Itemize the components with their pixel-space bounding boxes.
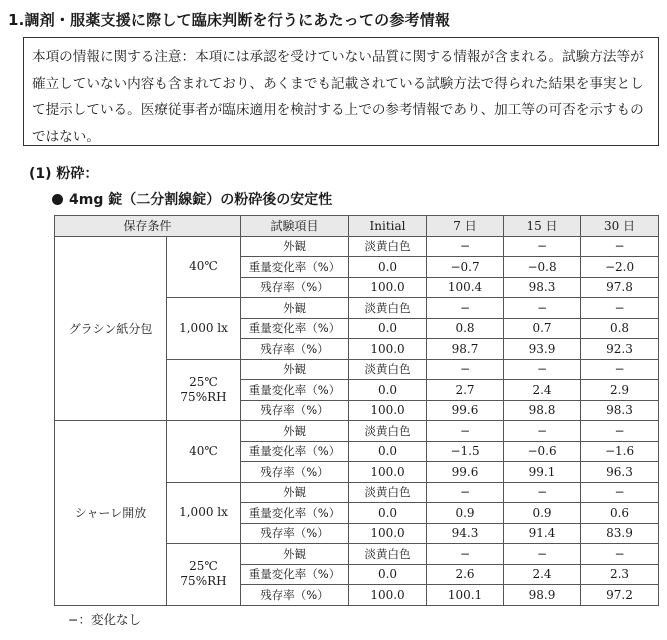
table-row bbox=[55, 236, 659, 257]
value-cell: 100.0 bbox=[349, 523, 427, 544]
value-cell: 0.0 bbox=[349, 564, 427, 585]
value-cell: 98.8 bbox=[504, 400, 581, 421]
header-day7: 7 日 bbox=[427, 216, 504, 237]
value-cell: 淡黄白色 bbox=[349, 359, 427, 380]
test-item-cell: 残存率（%） bbox=[241, 277, 349, 298]
value-cell: 0.0 bbox=[349, 441, 427, 462]
test-item-cell: 重量変化率（%） bbox=[241, 564, 349, 585]
value-cell: 98.9 bbox=[504, 585, 581, 606]
test-item-cell: 外観 bbox=[241, 544, 349, 565]
value-cell: −1.6 bbox=[581, 441, 659, 462]
value-cell: − bbox=[504, 482, 581, 503]
value-cell: 淡黄白色 bbox=[349, 298, 427, 319]
storage-condition-cell: 1,000 lx bbox=[167, 482, 241, 544]
storage-group-cell: シャーレ開放 bbox=[55, 421, 167, 606]
value-cell: 96.3 bbox=[581, 462, 659, 483]
value-cell: 0.7 bbox=[504, 318, 581, 339]
value-cell: 83.9 bbox=[581, 523, 659, 544]
test-item-cell: 重量変化率（%） bbox=[241, 318, 349, 339]
value-cell: 淡黄白色 bbox=[349, 544, 427, 565]
storage-condition-cell: 25℃ 75%RH bbox=[167, 359, 241, 421]
subsection-label: 4mg 錠（二分割線錠）の粉砕後の安定性 bbox=[69, 192, 333, 208]
value-cell: − bbox=[427, 482, 504, 503]
section-title: (1) 粉砕： bbox=[29, 166, 99, 182]
value-cell: 0.8 bbox=[581, 318, 659, 339]
value-cell: − bbox=[427, 236, 504, 257]
value-cell: 100.0 bbox=[349, 462, 427, 483]
test-item-cell: 重量変化率（%） bbox=[241, 257, 349, 278]
value-cell: 0.0 bbox=[349, 380, 427, 401]
header-day15: 15 日 bbox=[504, 216, 581, 237]
value-cell: − bbox=[581, 298, 659, 319]
storage-condition-cell: 40℃ bbox=[167, 236, 241, 298]
test-item-cell: 残存率（%） bbox=[241, 585, 349, 606]
value-cell: −0.6 bbox=[504, 441, 581, 462]
value-cell: 97.2 bbox=[581, 585, 659, 606]
stability-table bbox=[54, 215, 659, 606]
storage-group-cell: グラシン紙分包 bbox=[55, 236, 167, 421]
header-item: 試験項目 bbox=[241, 216, 349, 237]
value-cell: 92.3 bbox=[581, 339, 659, 360]
value-cell: − bbox=[504, 298, 581, 319]
value-cell: 2.7 bbox=[427, 380, 504, 401]
test-item-cell: 残存率（%） bbox=[241, 339, 349, 360]
value-cell: 98.7 bbox=[427, 339, 504, 360]
test-item-cell: 残存率（%） bbox=[241, 462, 349, 483]
value-cell: 100.0 bbox=[349, 585, 427, 606]
value-cell: − bbox=[581, 236, 659, 257]
header-initial: Initial bbox=[349, 216, 427, 237]
value-cell: − bbox=[504, 544, 581, 565]
page-heading: 1.調剤・服薬支援に際して臨床判断を行うにあたっての参考情報 bbox=[8, 11, 451, 29]
value-cell: 100.0 bbox=[349, 400, 427, 421]
storage-condition-cell: 1,000 lx bbox=[167, 298, 241, 360]
storage-condition-cell: 25℃ 75%RH bbox=[167, 544, 241, 606]
test-item-cell: 外観 bbox=[241, 236, 349, 257]
table-body bbox=[55, 236, 659, 605]
value-cell: 99.6 bbox=[427, 462, 504, 483]
value-cell: 91.4 bbox=[504, 523, 581, 544]
value-cell: 0.6 bbox=[581, 503, 659, 524]
value-cell: 2.6 bbox=[427, 564, 504, 585]
value-cell: −0.8 bbox=[504, 257, 581, 278]
table-header-row bbox=[55, 216, 659, 237]
value-cell: 0.0 bbox=[349, 318, 427, 339]
test-item-cell: 重量変化率（%） bbox=[241, 503, 349, 524]
value-cell: − bbox=[427, 544, 504, 565]
value-cell: − bbox=[504, 421, 581, 442]
value-cell: 淡黄白色 bbox=[349, 421, 427, 442]
header-day30: 30 日 bbox=[581, 216, 659, 237]
test-item-cell: 外観 bbox=[241, 359, 349, 380]
notice-box bbox=[23, 37, 659, 146]
value-cell: −2.0 bbox=[581, 257, 659, 278]
value-cell: − bbox=[427, 421, 504, 442]
value-cell: 98.3 bbox=[504, 277, 581, 298]
value-cell: − bbox=[427, 298, 504, 319]
value-cell: 0.8 bbox=[427, 318, 504, 339]
storage-condition-cell: 40℃ bbox=[167, 421, 241, 483]
value-cell: 93.9 bbox=[504, 339, 581, 360]
bullet-icon bbox=[52, 194, 63, 205]
value-cell: 0.0 bbox=[349, 503, 427, 524]
test-item-cell: 重量変化率（%） bbox=[241, 380, 349, 401]
value-cell: 100.0 bbox=[349, 277, 427, 298]
header-condition: 保存条件 bbox=[55, 216, 241, 237]
value-cell: − bbox=[581, 421, 659, 442]
value-cell: 0.9 bbox=[504, 503, 581, 524]
value-cell: 淡黄白色 bbox=[349, 482, 427, 503]
value-cell: 99.1 bbox=[504, 462, 581, 483]
test-item-cell: 外観 bbox=[241, 482, 349, 503]
value-cell: 2.3 bbox=[581, 564, 659, 585]
value-cell: − bbox=[581, 482, 659, 503]
value-cell: − bbox=[504, 359, 581, 380]
table-row bbox=[55, 421, 659, 442]
value-cell: 100.0 bbox=[349, 339, 427, 360]
test-item-cell: 外観 bbox=[241, 298, 349, 319]
value-cell: − bbox=[427, 359, 504, 380]
value-cell: 100.4 bbox=[427, 277, 504, 298]
value-cell: 98.3 bbox=[581, 400, 659, 421]
value-cell: − bbox=[504, 236, 581, 257]
value-cell: 2.9 bbox=[581, 380, 659, 401]
value-cell: 94.3 bbox=[427, 523, 504, 544]
value-cell: −0.7 bbox=[427, 257, 504, 278]
value-cell: 97.8 bbox=[581, 277, 659, 298]
value-cell: 淡黄白色 bbox=[349, 236, 427, 257]
footnote: −：変化なし bbox=[68, 612, 141, 627]
test-item-cell: 残存率（%） bbox=[241, 523, 349, 544]
value-cell: 0.9 bbox=[427, 503, 504, 524]
value-cell: −1.5 bbox=[427, 441, 504, 462]
test-item-cell: 重量変化率（%） bbox=[241, 441, 349, 462]
notice-text: 本項の情報に関する注意：本項には承認を受けていない品質に関する情報が含まれる。試験方法等が確立していない内容も含まれており、あくまでも記載されている試験方法で得られた結果を事実として提示している。医療従事者が臨床適用を検討する上での参考情報であり、加工等の可否を示すものではない。 bbox=[32, 49, 644, 145]
value-cell: 100.1 bbox=[427, 585, 504, 606]
value-cell: − bbox=[581, 359, 659, 380]
value-cell: 0.0 bbox=[349, 257, 427, 278]
value-cell: 2.4 bbox=[504, 564, 581, 585]
value-cell: 99.6 bbox=[427, 400, 504, 421]
test-item-cell: 残存率（%） bbox=[241, 400, 349, 421]
subsection-title bbox=[52, 189, 332, 209]
value-cell: − bbox=[581, 544, 659, 565]
test-item-cell: 外観 bbox=[241, 421, 349, 442]
value-cell: 2.4 bbox=[504, 380, 581, 401]
